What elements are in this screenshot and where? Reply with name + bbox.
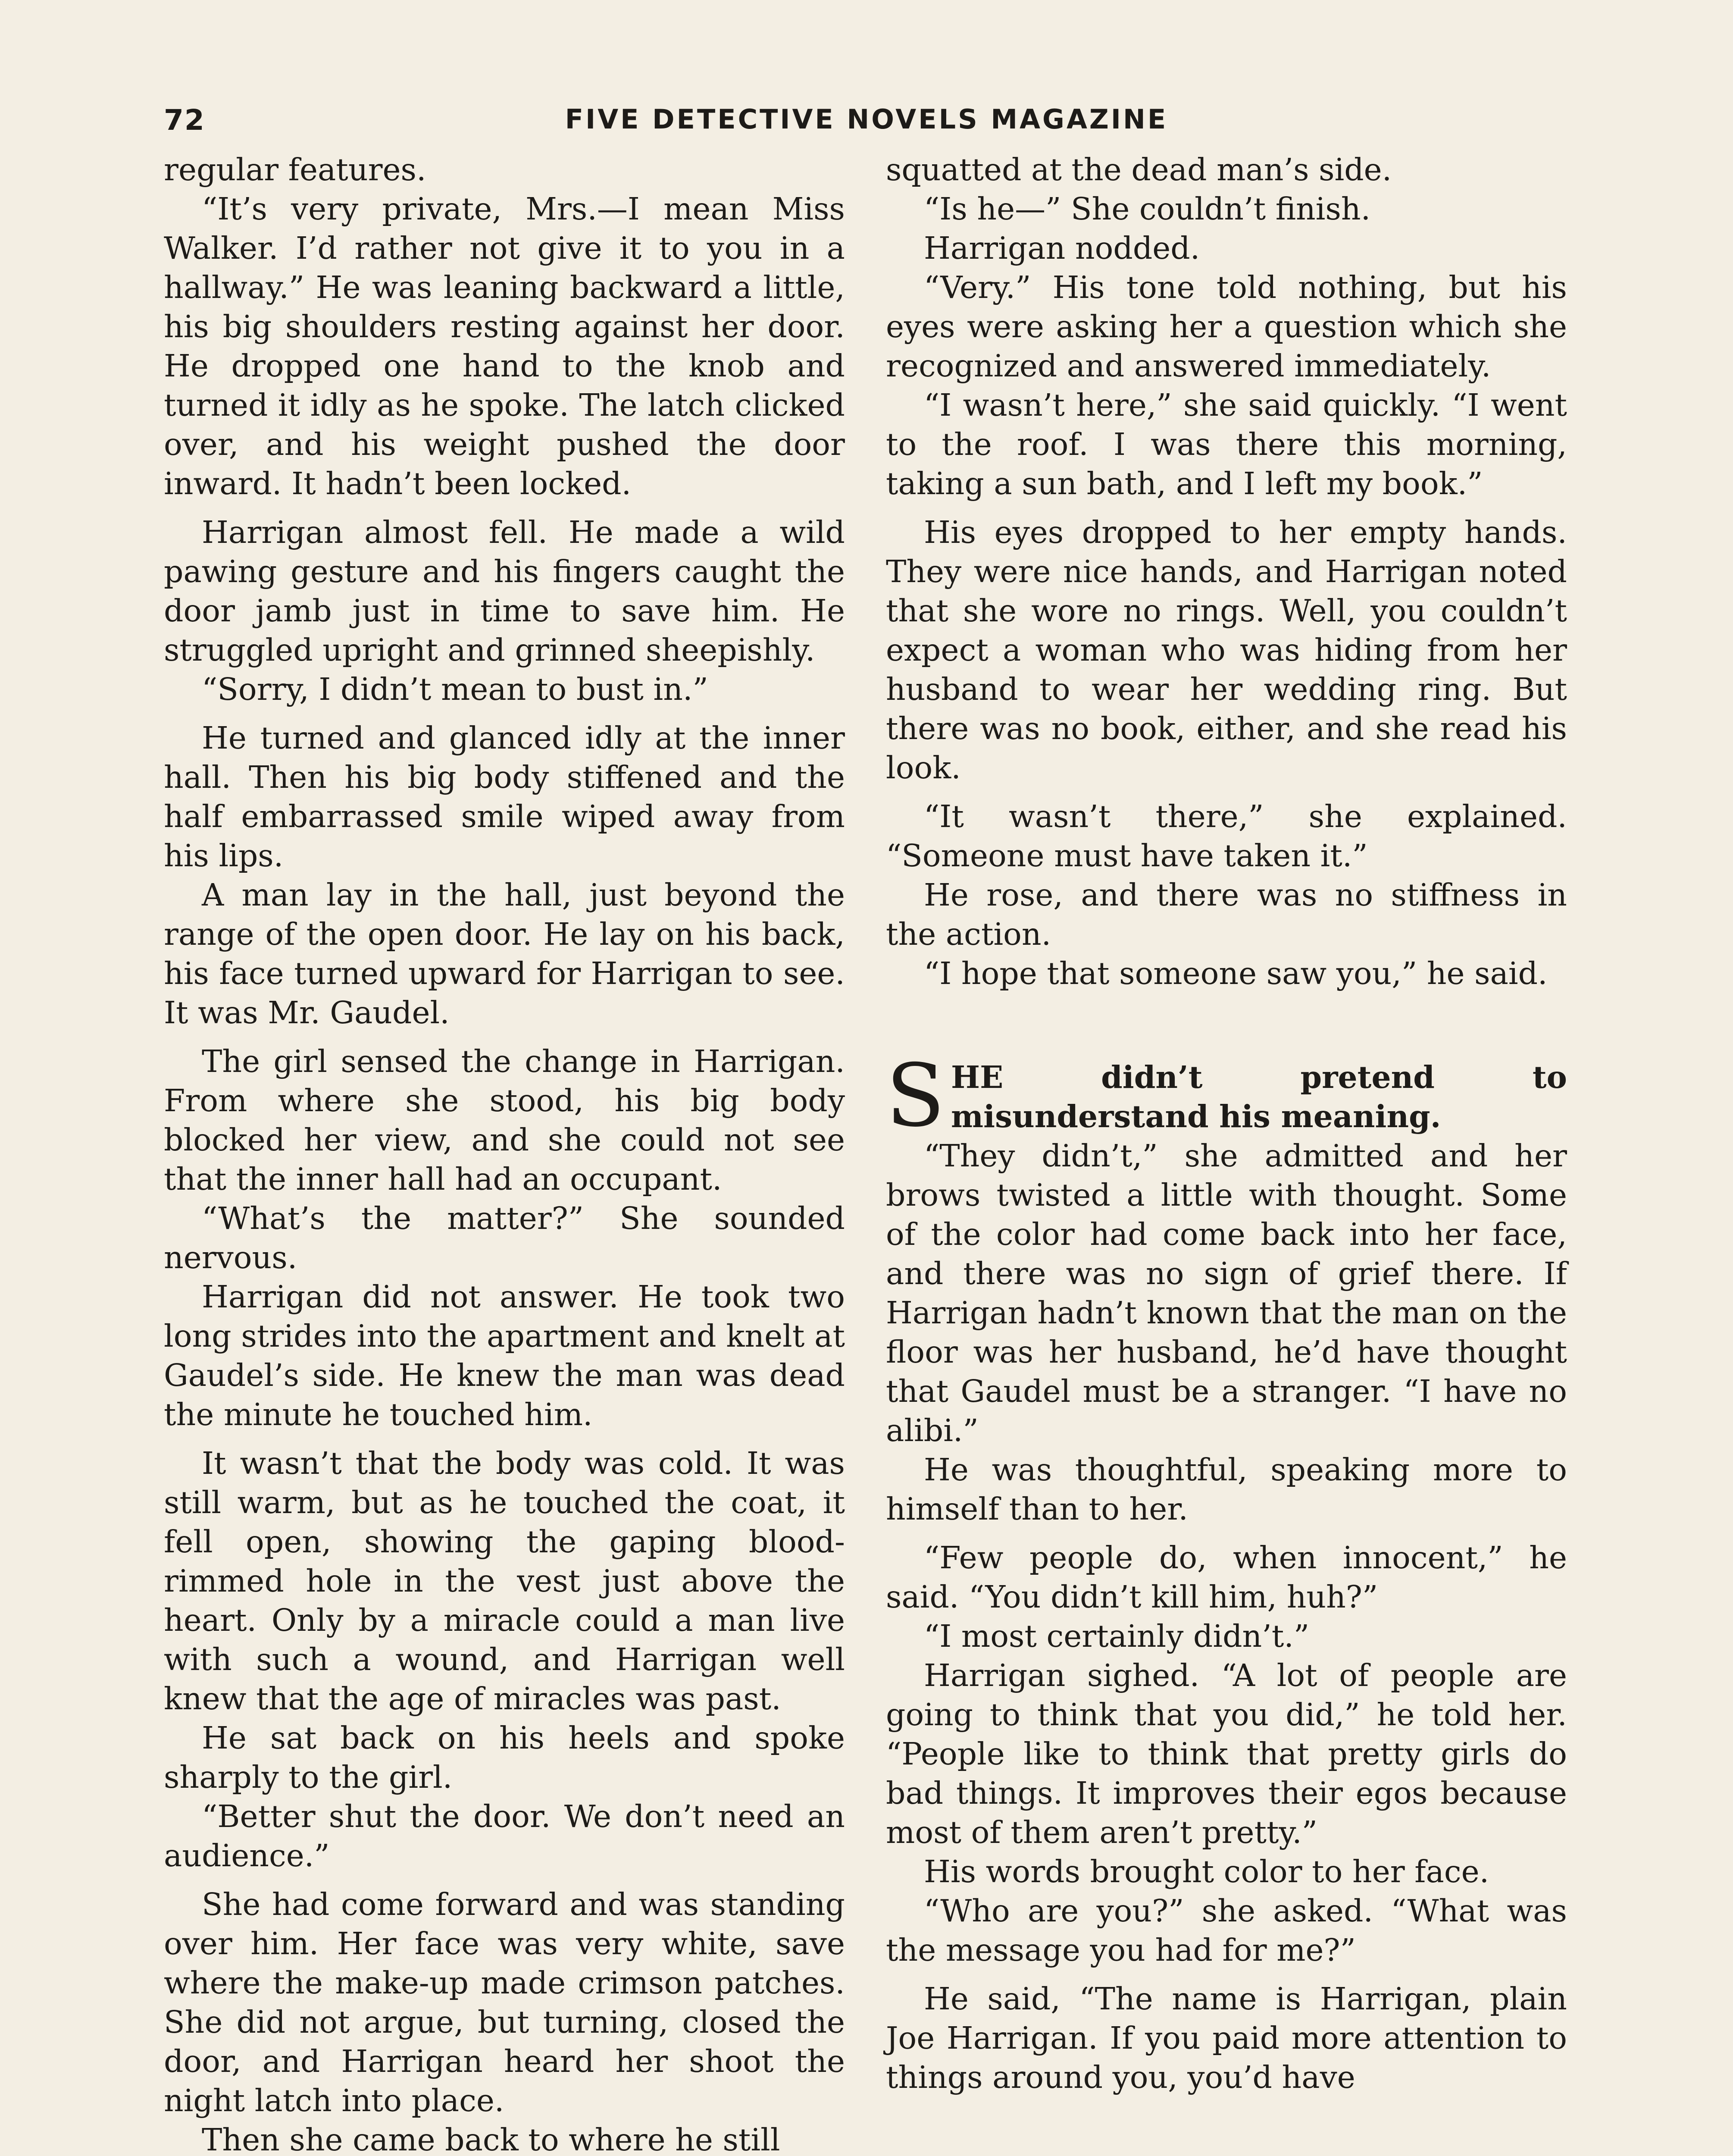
paragraph: regular features. <box>164 152 426 188</box>
right-column-bottom <box>886 1136 1567 2097</box>
left-column <box>164 150 845 2156</box>
paragraph: Harrigan almost fell. He made a wild pawing gesture and his fingers caught the door jamb just in time to save him. He struggled upright and grinned sheepishly. <box>164 514 845 668</box>
page-number: 72 <box>164 103 205 137</box>
paragraph: “They didn’t,” she admitted and her brows twisted a little with thought. Some of the color had come back into her face, and there was no sign of grief there. If Harrigan hadn’t known that the man on the floor was her husband, he’d have thought that Gaudel must be a stranger. “I have no alibi.” <box>886 1138 1567 1448</box>
paragraph: “Who are you?” she asked. “What was the message you had for me?” <box>886 1893 1567 1968</box>
paragraph: Then she came back to where he still <box>202 2122 780 2156</box>
paragraph: “Few people do, when innocent,” he said. “You didn’t kill him, huh?” <box>886 1540 1567 1615</box>
paragraph: “Very.” His tone told nothing, but his eyes were asking her a question which she recognized and answered immediately. <box>886 270 1567 384</box>
paragraph: “What’s the matter?” She sounded nervous. <box>164 1200 845 1275</box>
paragraph: “Is he—” She couldn’t finish. <box>924 191 1371 227</box>
paragraph: squatted at the dead man’s side. <box>886 152 1392 188</box>
paragraph: She had come forward and was standing over him. Her face was very white, save where the make-up made crimson patches. She did not argue, but turning, closed the door, and Harrigan heard her shoot the night latch into place. <box>164 1887 845 2118</box>
drop-initial: S <box>886 1046 945 1146</box>
paragraph: “It wasn’t there,” she explained. “Someone must have taken it.” <box>886 799 1567 874</box>
paragraph: “I wasn’t here,” she said quickly. “I went to the roof. I was there this morning, taking a sun bath, and I left my book.” <box>886 387 1567 501</box>
paragraph: “I hope that someone saw you,” he said. <box>924 956 1548 991</box>
paragraph: “I most certainly didn’t.” <box>924 1618 1310 1654</box>
paragraph: “Better shut the door. We don’t need an audience.” <box>164 1799 845 1874</box>
paragraph: He was thoughtful, speaking more to himself than to her. <box>886 1452 1567 1527</box>
paragraph: Harrigan did not answer. He took two long strides into the apartment and knelt at Gaudel’s side. He knew the man was dead the minute he touched him. <box>164 1279 845 1432</box>
paragraph: He said, “The name is Harrigan, plain Joe Harrigan. If you paid more attention to things around you, you’d have <box>886 1981 1567 2095</box>
paragraph: It wasn’t that the body was cold. It was still warm, but as he touched the coat, it fell open, showing the gaping blood-rimmed hole in the vest just above the heart. Only by a miracle could a man live with such a wound, and Harrigan well knew that the age of miracles was past. <box>164 1445 845 1717</box>
page-header <box>164 103 1569 151</box>
paragraph: His words brought color to her face. <box>924 1854 1489 1890</box>
right-column-top <box>886 150 1567 993</box>
paragraph: “Sorry, I didn’t mean to bust in.” <box>202 671 708 707</box>
paragraph: His eyes dropped to her empty hands. They were nice hands, and Harrigan noted that she wore no rings. Well, you couldn’t expect a woman who was hiding from her husband to wear her wedding ring. But there was no book, either, and she read his look. <box>886 514 1567 786</box>
paragraph: He rose, and there was no stiffness in the action. <box>886 877 1567 952</box>
paragraph: “It’s very private, Mrs.—I mean Miss Walker. I’d rather not give it to you in a hallway.” He was leaning backward a little, his big shoulders resting against her door. He dropped one hand to the knob and turned it idly as he spoke. The latch clicked over, and his weight pushed the door inward. It hadn’t been locked. <box>164 191 845 501</box>
running-head: FIVE DETECTIVE NOVELS MAGAZINE <box>565 103 1168 135</box>
section-opening-paragraph <box>886 1046 1567 1146</box>
paragraph: The girl sensed the change in Harrigan. From where she stood, his big body blocked her view, and she could not see that the inner hall had an occupant. <box>164 1044 845 1197</box>
paragraph: Harrigan nodded. <box>924 230 1200 266</box>
paragraph: He turned and glanced idly at the inner hall. Then his big body stiffened and the half embarrassed smile wiped away from his lips. <box>164 720 845 874</box>
paragraph: Harrigan sighed. “A lot of people are going to think that you did,” he told her. “People like to think that pretty girls do bad things. It improves their egos because most of them aren’t pretty.” <box>886 1658 1567 1850</box>
section-lead-text: HE didn’t pretend to misunderstand his meaning. <box>951 1059 1567 1134</box>
paragraph: He sat back on his heels and spoke sharply to the girl. <box>164 1720 845 1795</box>
right-column <box>886 150 1567 2097</box>
paragraph: A man lay in the hall, just beyond the range of the open door. He lay on his back, his face turned upward for Harrigan to see. It was Mr. Gaudel. <box>164 877 845 1031</box>
